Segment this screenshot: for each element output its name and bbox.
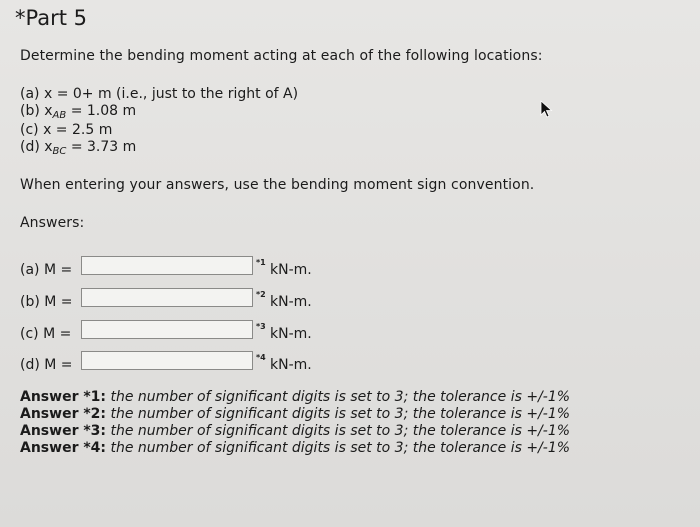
answer-d-input[interactable]	[81, 351, 253, 370]
location-a-prefix: (a) x =	[20, 86, 73, 102]
answer-b-marker: *2	[256, 290, 266, 299]
location-c-prefix: (c) x =	[20, 122, 72, 138]
location-b-subscript: AB	[52, 110, 67, 121]
tolerance-note-text: the number of significant digits is set to 3; the tolerance is +/-1%	[110, 389, 571, 405]
location-d-value: = 3.73 m	[66, 139, 137, 155]
tolerance-note-label: Answer *2:	[20, 406, 107, 422]
mouse-cursor-icon	[540, 100, 554, 118]
instruction-text: When entering your answers, use the bending moment sign convention.	[20, 177, 535, 193]
tolerance-note	[20, 389, 570, 405]
tolerance-note-text: the number of significant digits is set to 3; the tolerance is +/-1%	[110, 440, 571, 456]
answers-heading: Answers:	[20, 215, 85, 231]
location-a-value: 0+ m (i.e., just to the right of A)	[72, 86, 299, 102]
tolerance-note	[20, 423, 570, 439]
part-title: *Part 5	[15, 6, 87, 30]
tolerance-note	[20, 406, 570, 422]
prompt-text: Determine the bending moment acting at each of the following locations:	[20, 48, 543, 64]
answer-c-label: (c) M =	[20, 326, 72, 342]
answer-a-label: (a) M =	[20, 262, 73, 278]
tolerance-note-label: Answer *4:	[20, 440, 107, 456]
tolerance-note-text: the number of significant digits is set to 3; the tolerance is +/-1%	[110, 423, 571, 439]
answer-a-unit: kN-m.	[270, 262, 312, 278]
tolerance-note-label: Answer *3:	[20, 423, 107, 439]
location-b	[20, 103, 136, 121]
location-c	[20, 122, 112, 138]
location-c-value: 2.5 m	[72, 122, 113, 138]
location-d-prefix: (d) x	[20, 139, 53, 155]
location-b-value: = 1.08 m	[66, 103, 137, 119]
location-b-prefix: (b) x	[20, 103, 53, 119]
tolerance-note	[20, 440, 570, 456]
answer-a-input[interactable]	[81, 256, 253, 275]
answer-a-marker: *1	[256, 258, 266, 267]
location-d	[20, 139, 136, 157]
answer-b-unit: kN-m.	[270, 294, 312, 310]
answer-c-input[interactable]	[81, 320, 253, 339]
answer-d-unit: kN-m.	[270, 357, 312, 373]
answer-d-marker: *4	[256, 353, 266, 362]
answer-b-input[interactable]	[81, 288, 253, 307]
tolerance-note-text: the number of significant digits is set to 3; the tolerance is +/-1%	[110, 406, 571, 422]
answer-b-label: (b) M =	[20, 294, 73, 310]
answer-c-unit: kN-m.	[270, 326, 312, 342]
tolerance-note-label: Answer *1:	[20, 389, 107, 405]
location-a	[20, 86, 298, 102]
location-d-subscript: BC	[52, 146, 67, 157]
answer-c-marker: *3	[256, 322, 266, 331]
answer-d-label: (d) M =	[20, 357, 73, 373]
